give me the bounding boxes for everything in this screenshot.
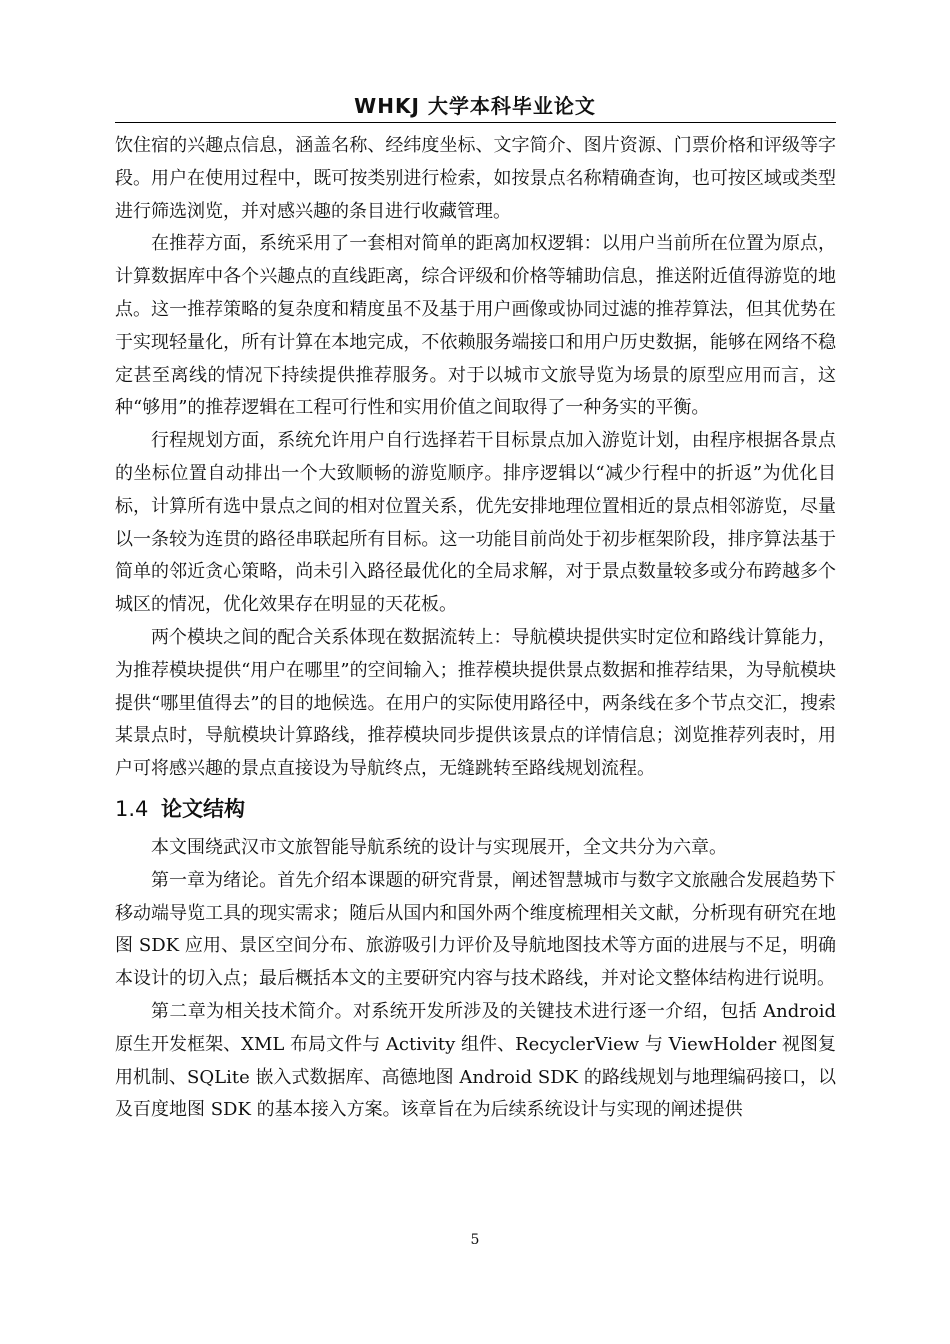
paragraph-chapter-two: 第二章为相关技术简介。对系统开发所涉及的关键技术进行逐一介绍，包括 Android 原生开发框架、XML 布局文件与 Activity 组件、RecyclerView 与 ViewHolder 视图复用机制、SQLite 嵌入式数据库、高德地图 Android SDK 的路线规划与地理编码接口，以及百度地图 SDK 的基本接入方案。该章旨在为后续系统设计与实现的阐述提供 xyxy=(115,1000,836,1121)
paragraph-chapter-one: 第一章为绪论。首先介绍本课题的研究背景，阐述智慧城市与数字文旅融合发展趋势下移动端导览工具的现实需求；随后从国内和国外两个维度梳理相关文献，分析现有研究在地图 SDK 应用、景区空间分布、旅游吸引力评价及导航地图技术等方面的进展与不足，明确本设计的切入点；最后概括本文的主要研究内容与技术路线，并对论文整体结构进行说明。 xyxy=(115,869,836,990)
header-rule xyxy=(115,122,836,123)
section-number: 1.4 xyxy=(115,796,149,821)
paragraph-module-cooperation: 两个模块之间的配合关系体现在数据流转上：导航模块提供实时定位和路线计算能力，为推荐模块提供“用户在哪里”的空间输入；推荐模块提供景点数据和推荐结果，为导航模块提供“哪里值得去”的目的地候选。在用户的实际使用路径中，两条线在多个节点交汇，搜索某景点时，导航模块计算路线，推荐模块同步提供该景点的详情信息；浏览推荐列表时，用户可将感兴趣的景点直接设为导航终点，无缝跳转至路线规划流程。 xyxy=(115,626,836,780)
section-title: 论文结构 xyxy=(161,796,245,821)
running-header: WHKJ 大学本科毕业论文 xyxy=(354,94,596,118)
page-number: 5 xyxy=(470,1232,480,1248)
document-body xyxy=(115,130,836,1127)
section-heading xyxy=(115,792,836,826)
paragraph-continued: 饮住宿的兴趣点信息，涵盖名称、经纬度坐标、文字简介、图片资源、门票价格和评级等字段。用户在使用过程中，既可按类别进行检索，如按景点名称精确查询，也可按区域或类型进行筛选浏览，并对感兴趣的条目进行收藏管理。 xyxy=(115,135,836,222)
paragraph-structure-intro: 本文围绕武汉市文旅智能导航系统的设计与实现展开，全文共分为六章。 xyxy=(151,836,727,858)
paragraph-itinerary: 行程规划方面，系统允许用户自行选择若干目标景点加入游览计划，由程序根据各景点的坐标位置自动排出一个大致顺畅的游览顺序。排序逻辑以“减少行程中的折返”为优化目标，计算所有选中景点之间的相对位置关系，优先安排地理位置相近的景点相邻游览，尽量以一条较为连贯的路径串联起所有目标。这一功能目前尚处于初步框架阶段，排序算法基于简单的邻近贪心策略，尚未引入路径最优化的全局求解，对于景点数量较多或分布跨越多个城区的情况，优化效果存在明显的天花板。 xyxy=(115,430,836,616)
paragraph-recommendation: 在推荐方面，系统采用了一套相对简单的距离加权逻辑：以用户当前所在位置为原点，计算数据库中各个兴趣点的直线距离，综合评级和价格等辅助信息，推送附近值得游览的地点。这一推荐策略的复杂度和精度虽不及基于用户画像或协同过滤的推荐算法，但其优势在于实现轻量化，所有计算在本地完成，不依赖服务端接口和用户历史数据，能够在网络不稳定甚至离线的情况下持续提供推荐服务。对于以城市文旅导览为场景的原型应用而言，这种“够用”的推荐逻辑在工程可行性和实用价值之间取得了一种务实的平衡。 xyxy=(115,233,836,419)
